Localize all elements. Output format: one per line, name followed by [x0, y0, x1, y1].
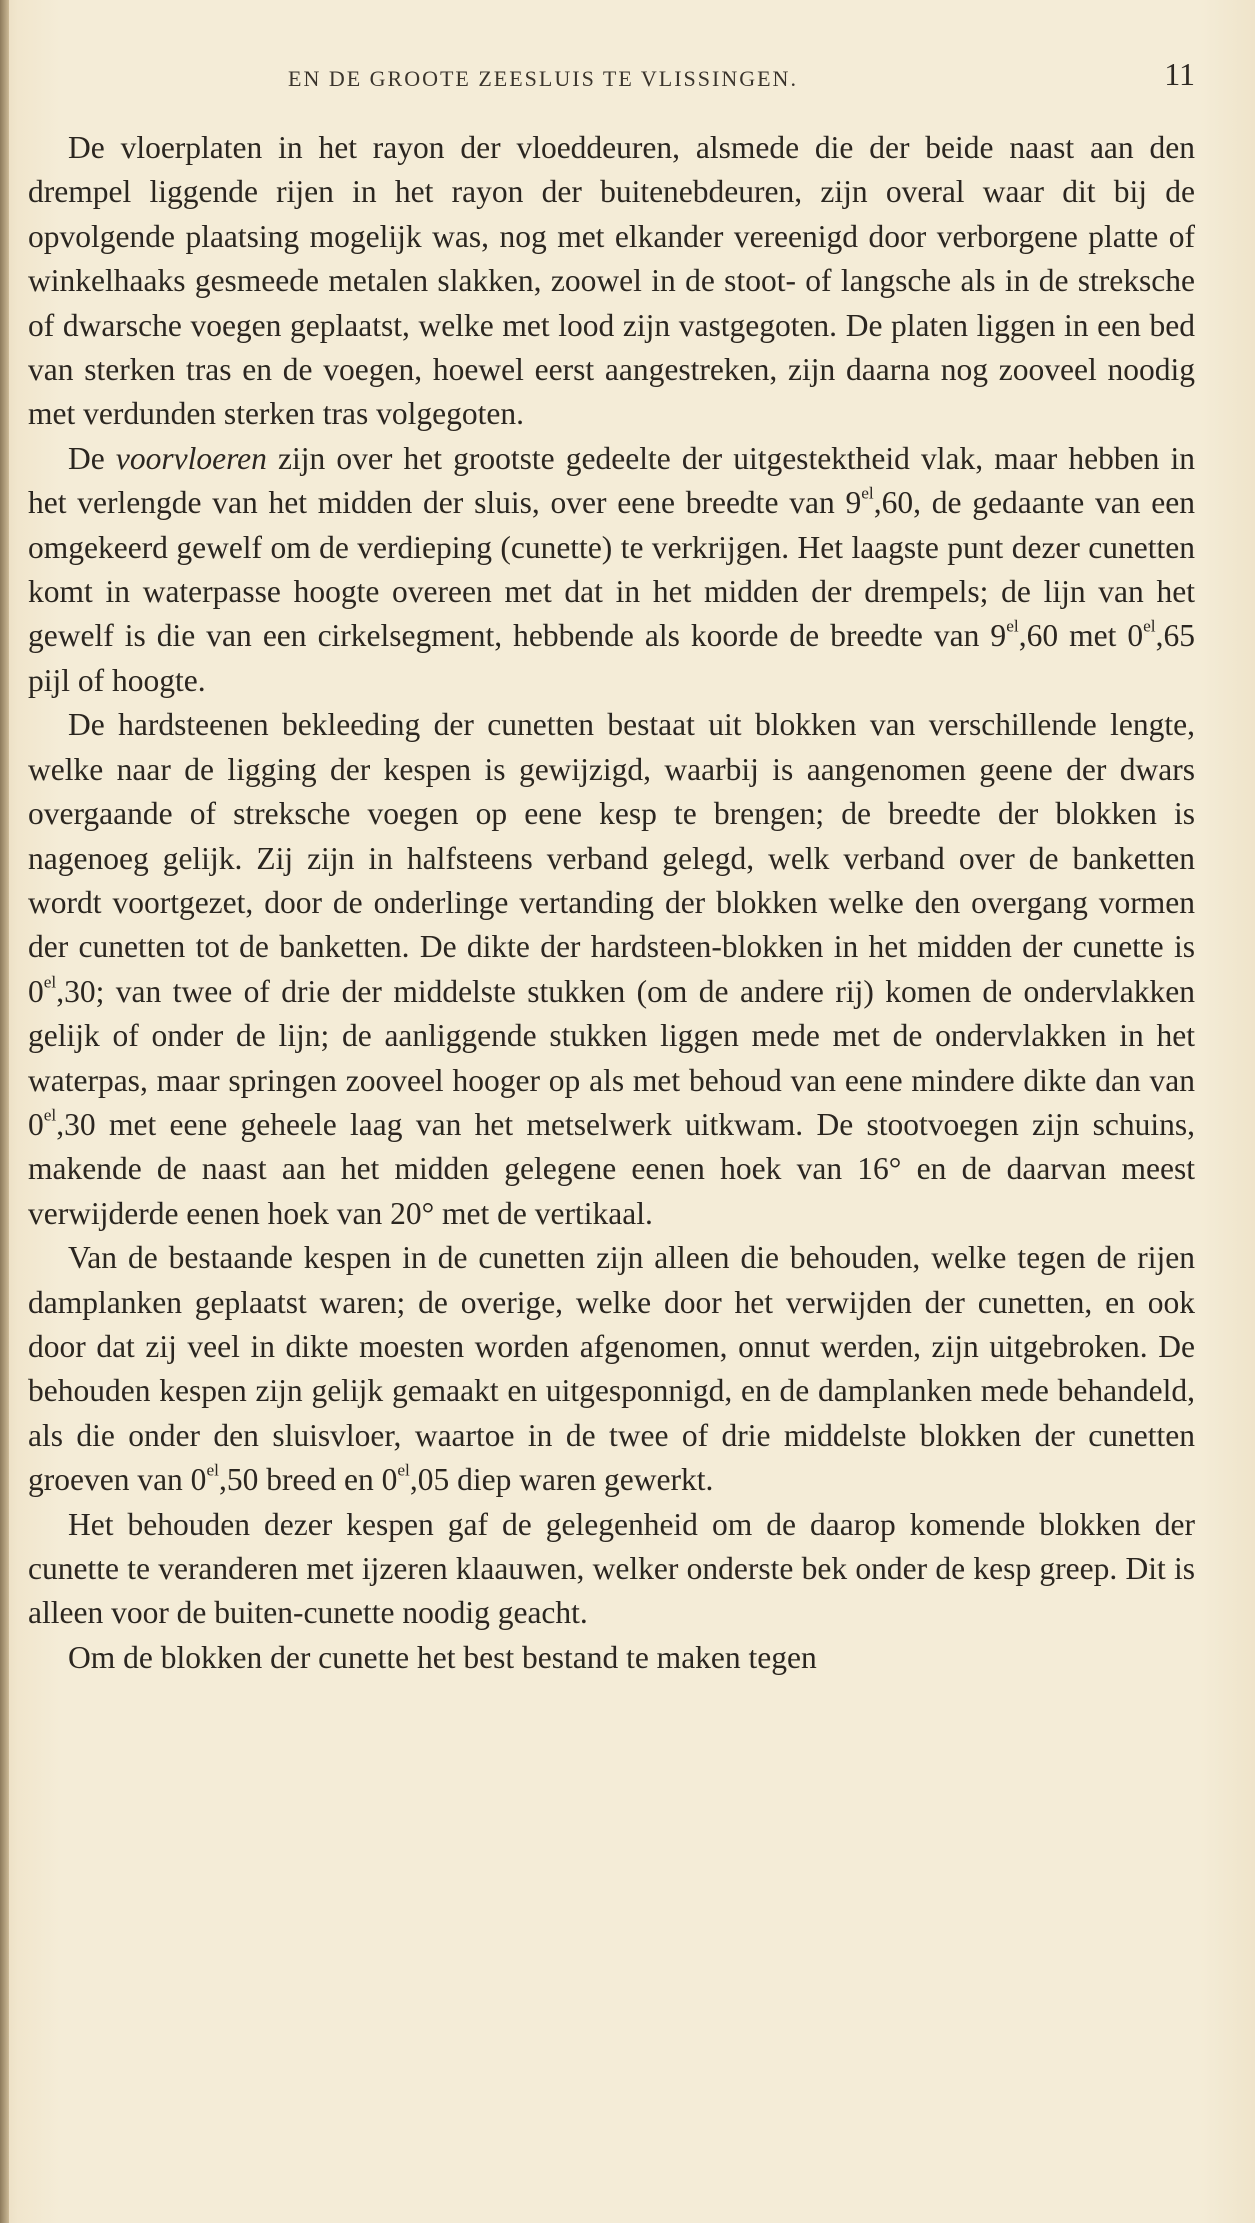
- text-run: Van de bestaande kespen in de cunetten zijn alleen die behouden, welke tegen de rijen damplanken geplaatst waren; de overige, welke door het verwijden der cunetten, en ook door dat zij veel in dikte moesten worden afgenomen, onnut werden, zijn uitgebroken. De behouden kespen zijn gelijk gemaakt en uitgesponnigd, en de damplanken mede behandeld, als die onder den sluisvloer, waartoe in de twee of drie middelste blokken der cunetten groeven van 0: [28, 1240, 1195, 1498]
- italic-term: voorvloeren: [115, 440, 267, 476]
- unit-superscript: el: [43, 1105, 57, 1125]
- text-run: Om de blokken der cunette het best bestand te maken tegen: [68, 1639, 817, 1675]
- text-run: zijn over het grootste gedeelte der uitgestektheid vlak, maar hebben in het verlengde van het midden der sluis, over eene breedte van 9: [28, 440, 1195, 521]
- unit-superscript: el: [861, 483, 874, 503]
- text-run: Het behouden dezer kespen gaf de gelegenheid om de daarop komende blokken der cunette te veranderen met ijzeren klaauwen, welker onderste bek onder de kesp greep. Dit is alleen voor de buiten-cunette noodig geacht.: [28, 1506, 1195, 1631]
- text-run: ,05 diep waren gewerkt.: [409, 1462, 714, 1498]
- paragraph: [28, 1503, 1195, 1636]
- text-run: De vloerplaten in het rayon der vloeddeuren, alsmede die der beide naast aan den drempel liggende rijen in het rayon der buitenebdeuren, zijn overal waar dit bij de opvolgende plaatsing mogelijk was, nog met elkander vereenigd door verborgene platte of winkelhaaks gesmeede metalen slakken, zoowel in de stoot- of langsche als in de streksche of dwarsche voegen geplaatst, welke met lood zijn vastgegoten. De platen liggen in een bed van sterken tras en de voegen, hoewel eerst aangestreken, zijn daarna nog zooveel noodig met verdunden sterken tras volgegoten.: [28, 130, 1195, 432]
- binding-edge: [0, 0, 9, 2223]
- paragraph: [28, 437, 1195, 703]
- paragraph: [28, 1636, 1195, 1680]
- paragraph: [28, 1236, 1195, 1502]
- unit-superscript: el: [206, 1460, 219, 1480]
- paragraph: [28, 703, 1195, 1236]
- text-run: De hardsteenen bekleeding der cunetten bestaat uit blokken van verschillende lengte, welke naar de ligging der kespen is gewijzigd, waarbij is aangenomen geene der dwars overgaande of streksche voegen op eene kesp te brengen; de breedte der blokken is nagenoeg gelijk. Zij zijn in halfsteens verband gelegd, welk verband over de banketten wordt voortgezet, door de onderlinge vertanding der blokken welke den overgang vormen der cunetten tot de banketten. De dikte der hardsteen-blokken in het midden der cunette is 0: [28, 707, 1195, 1009]
- paragraph: [28, 126, 1195, 437]
- unit-superscript: el: [43, 972, 57, 991]
- unit-superscript: el: [1006, 616, 1019, 636]
- text-run: ,30; van twee of drie der middelste stukken (om de andere rij) komen de ondervlakken gelijk of onder de lijn; de aanliggende stukken liggen mede met de ondervlakken in het waterpas, maar springen zooveel hooger op als met behoud van eene mindere dikte dan van 0: [28, 973, 1195, 1142]
- text-run: ,60 met 0: [1018, 618, 1144, 654]
- page-number: 11: [1164, 56, 1195, 92]
- text-run: ,60, de gedaante van een omgekeerd gewelf om de verdieping (cunette) te verkrijgen. Het laagste punt dezer cunetten komt in waterpasse hoogte overeen met dat in het midden der drempels; de lijn van het gewelf is die van een cirkelsegment, hebbende als koorde de breedte van 9: [28, 485, 1195, 654]
- page-header: [28, 56, 1195, 96]
- text-run: ,50 breed en 0: [218, 1462, 398, 1498]
- text-run: De: [68, 440, 116, 476]
- text-run: ,65 pijl of hoogte.: [28, 618, 1195, 698]
- text-run: ,30 met eene geheele laag van het metselwerk uitkwam. De stootvoegen zijn schuins, makende de naast aan het midden gelegene eenen hoek van 16° en de daarvan meest verwijderde eenen hoek van 20° met de vertikaal.: [28, 1106, 1195, 1231]
- running-title: EN DE GROOTE ZEESLUIS TE VLISSINGEN.: [288, 66, 798, 91]
- unit-superscript: el: [1143, 616, 1156, 636]
- unit-superscript: el: [397, 1460, 410, 1480]
- body-text: [28, 126, 1195, 1680]
